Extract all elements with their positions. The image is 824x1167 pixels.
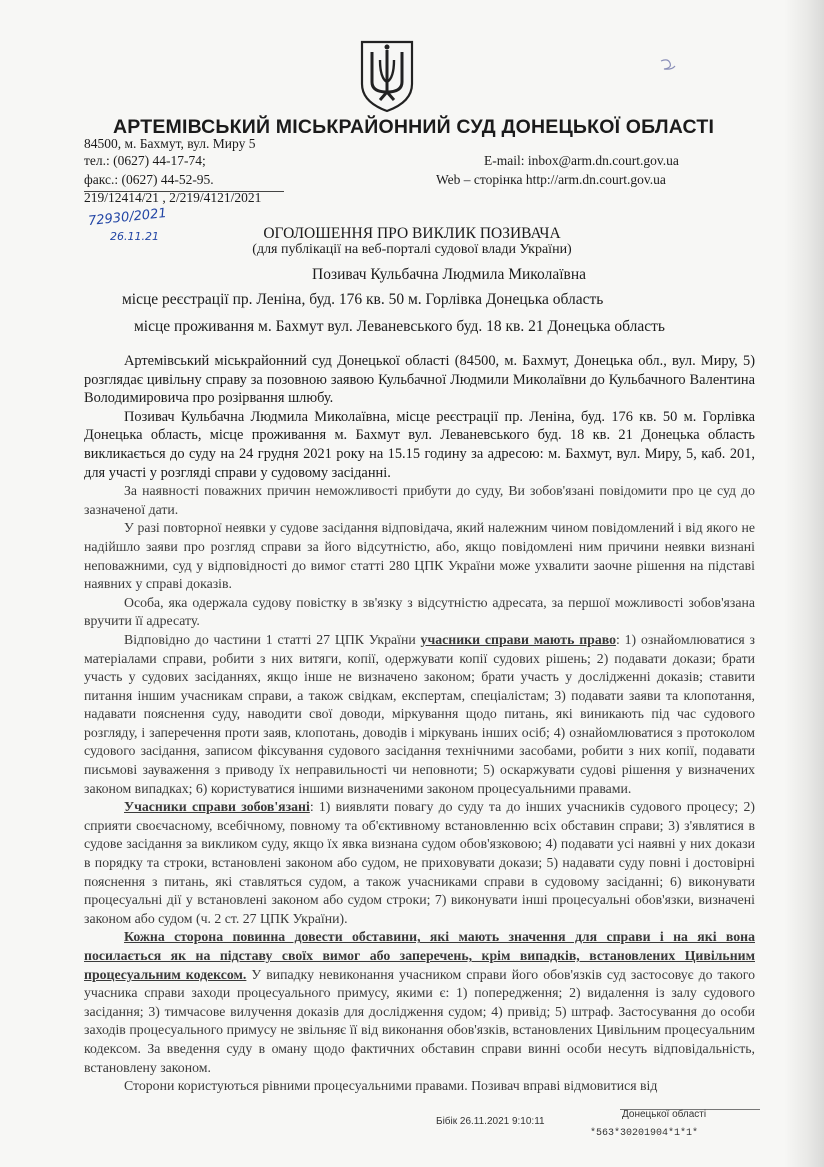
court-website: Web – сторінка http://arm.dn.court.gov.ua [436, 172, 666, 187]
notice-body [84, 352, 755, 1096]
claimant-residence: місце проживання м. Бахмут вул. Леваневського буд. 18 кв. 21 Донецька область [134, 318, 665, 335]
rights-intro: Відповідно до частини 1 статті 27 ЦПК України [124, 631, 421, 647]
obligations-text: : 1) виявляти повагу до суду та до інших учасників судового процесу; 2) сприяти своєчасному, всебічному, повному та об'єктивному встановленню всіх обставин справи; 3) з'являтися в судове засідання за викликом суду, якщо їх явка визнана судом обов'язковою; 4) подавати усі наявні у них докази в порядку та строки, встановлені законом або судом, не приховувати докази; 5) надавати суду повні і достовірні пояснення з питань, які ставляться судом, а також учасниками справи в судовому засіданні; 6) виконувати процесуальні дії у встановлені законом або судом строки; 7) виконувати інші процесуальні обов'язки, визначені законом або судом (ч. 2 ст. 27 ЦПК України). [84, 799, 755, 926]
burden-heading: Кожна сторона повинна довести обставини, які мають значення для справи і на які вона посилається як на підставу своїх вимог або заперечень, крім випадків, встановлених Цивільним процесуальним кодексом. [84, 929, 755, 982]
paragraph-notify: За наявності поважних причин неможливості прибути до суду, Ви зобов'язані повідомити про це суд до зазначеної дати. [84, 483, 755, 517]
claimant-registration: місце реєстрації пр. Леніна, буд. 176 кв. 50 м. Горлівка Донецька область [122, 291, 604, 308]
case-numbers: 219/12414/21 , 2/219/4121/2021 [84, 190, 262, 205]
obligations-heading: Учасники справи зобов'язані [124, 799, 310, 815]
coat-of-arms-icon [358, 38, 416, 114]
stamp-barcode: *563*30201904*1*1* [590, 1128, 699, 1139]
court-name: АРТЕМІВСЬКИЙ МІСЬКРАЙОННИЙ СУД ДОНЕЦЬКОЇ ОБЛАСТІ [113, 116, 715, 138]
handwritten-date: 26.11.21 [110, 230, 159, 243]
rights-text: : 1) ознайомлюватися з матеріалами справи, робити з них витяги, копії, одержувати копії судових рішень; 2) подавати докази; брати участь у судових засіданнях, якщо інше не визначено законом; брати участь у дослідженні доказів; ставити питання іншим учасникам справи, а також свідкам, експертам, спеціалістам; 3) подавати заяви та клопотання, надавати пояснення суду, наводити свої доводи, міркування щодо питань, які виникають під час судового розгляду, і заперечення проти заяв, клопотань, доводів і міркувань інших осіб; 4) ознайомлюватися з протоколом судового засідання, записом фіксування судового засідання технічними засобами, робити з них копії, подавати письмові зауваження з приводу їх неправильності чи неповноти; 5) оскаржувати судові рішення у визначених законом випадках; 6) користуватися іншими визначеними законом процесуальними правами. [84, 631, 756, 796]
paragraph-summons: Позивач Кульбачна Людмила Миколаївна, місце реєстрації пр. Леніна, буд. 176 кв. 50 м. Горлівка Донецька область, місце проживання м. Бахмут вул. Леваневського буд. 18 кв. 21 Донецька область викликається до суду на 24 грудня 2021 року на 15.15 годину за адресою: м. Бахмут, вул. Миру, 5, каб. 201, для участі у розгляді справи у судовому засіданні. [84, 408, 755, 481]
stamp-operator-time: Бібік 26.11.2021 9:10:11 [436, 1116, 545, 1127]
court-fax: факс.: (0627) 44-52-95. [84, 172, 214, 187]
claimant-name: Позивач Кульбачна Людмила Миколаївна [312, 266, 587, 283]
notice-subtitle: (для публікації на веб-порталі судової влади України) [252, 242, 572, 257]
paragraph-summons-delivery: Особа, яка одержала судову повістку в зв'язку з відсутністю адресата, за першої можливості зобов'язана вручити її адресату. [84, 594, 755, 629]
paragraph-obligations [84, 798, 755, 928]
handwritten-number: 72930/2021 [87, 205, 168, 230]
stamp-court-region: Донецької області [622, 1109, 707, 1120]
paragraph-case: Артемівський міськрайонний суд Донецької області (84500, м. Бахмут, Донецька обл., вул. Миру, 5) розглядає цивільну справу за позовною заявою Кульбачної Людмили Миколаївни до Кульбачного Валентина Володимировича про розірвання шлюбу. [84, 353, 755, 407]
court-email: E-mail: inbox@arm.dn.court.gov.ua [484, 153, 679, 168]
paragraph-equal-rights: Сторони користуються рівними процесуальними правами. Позивач вправі відмовитися від [124, 1078, 658, 1094]
notice-title: ОГОЛОШЕННЯ ПРО ВИКЛИК ПОЗИВАЧА [263, 225, 561, 242]
burden-text: У випадку невиконання учасником справи його обов'язків суд застосовує до такого учасника справи заходи процесуального примусу, якими є: 1) попередження; 2) видалення із залу судового засідання; 3) тимчасове вилучення доказів для дослідження судом; 4) привід; 5) штраф. Застосування до особи заходів процесуального примусу не звільняє її від виконання обов'язків, встановлених Цивільним процесуальним кодексом. За введення суду в оману щодо фактичних обставин справи винні особи несуть відповідальність, встановлену законом. [84, 966, 755, 1075]
scan-edge-shadow [784, 0, 824, 1167]
paragraph-rights [84, 631, 755, 798]
pen-mark-icon [658, 58, 678, 72]
court-phone: тел.: (0627) 44-17-74; [84, 153, 206, 168]
paragraph-burden-of-proof [84, 928, 755, 1077]
court-address: 84500, м. Бахмут, вул. Миру 5 [84, 136, 256, 151]
paragraph-default-judgment: У разі повторної неявки у судове засідання відповідача, який належним чином повідомлений і від якого не надійшло заяви про розгляд справи за його відсутністю, або, якщо повідомлені ним причини неявки визнані неповажними, суд у відповідності до вимог статті 280 ЦПК України може ухвалити заочне рішення на підставі наявних у справі доказів. [84, 520, 755, 592]
rights-heading: учасники справи мають право [420, 631, 616, 647]
